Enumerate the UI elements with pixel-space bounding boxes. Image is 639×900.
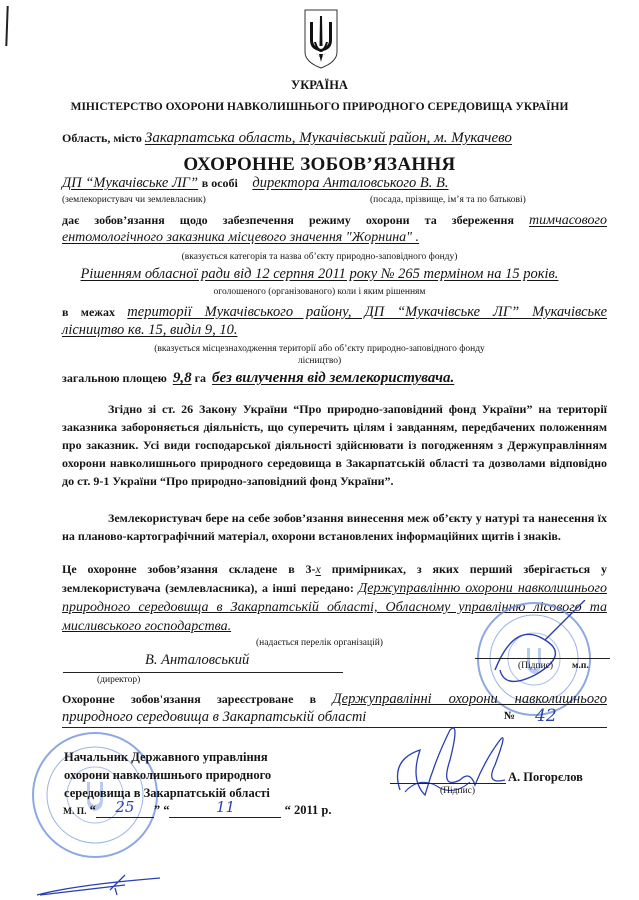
caption-bounds-1: (вказується місцезнаходження території або об’єкту природно-заповідного фонду: [154, 344, 485, 354]
chief-title-line-1: Начальник Державного управління: [64, 750, 268, 764]
scan-mark: [5, 6, 8, 46]
ministry-heading: МІНІСТЕРСТВО ОХОРОНИ НАВКОЛИШНЬОГО ПРИРОДНОГО СЕРЕДОВИЩА УКРАЇНИ: [70, 101, 569, 113]
paragraph-obligation-text: Землекористувач бере на себе зобов’язання винесення меж об’єкту у натурі та нанесення їх на планово-картографічний матеріал, охорони встановлених інформаційних щитів і знаків.: [62, 511, 607, 543]
bounds-label: в межах: [62, 305, 115, 319]
chief-name: А. Погорєлов: [508, 770, 583, 784]
chief-signature-line: [390, 783, 506, 784]
area-value: 9,8: [172, 370, 192, 386]
caption-director: (директор): [97, 675, 141, 685]
caption-chief-signature: (Підпис): [440, 786, 476, 796]
caption-land-user: (землекористувач чи землевласник): [62, 195, 206, 205]
registration-number-label: №: [504, 710, 516, 722]
date-month-value: 11: [215, 798, 236, 816]
caption-person: (посада, прізвище, ім’я та по батькові): [370, 195, 526, 205]
caption-signature: (Підпис): [518, 661, 554, 671]
registration-underline: [62, 727, 607, 728]
land-user-line: [62, 175, 602, 192]
decision-value: Рішенням обласної ради від 12 серпня 2011 року № 265 терміном на 15 років.: [80, 266, 559, 282]
caption-seal: м.п.: [572, 661, 589, 671]
registration-line-1: [62, 691, 607, 708]
area-note: без вилучення від землекористувача.: [212, 370, 455, 386]
region-line: [62, 130, 512, 147]
caption-bounds-2: лісництво): [297, 356, 342, 366]
caption-object: (вказується категорія та назва об’єкту природно-заповідного фонду): [181, 252, 458, 262]
caption-decision: оголошеного (організованого) коли і яким рішенням: [213, 287, 426, 297]
caption-organizations: (надається перелік організацій): [256, 638, 383, 648]
country-heading: УКРАЇНА: [291, 78, 348, 92]
land-user-value: ДП “Мукачівське ЛГ”: [62, 175, 199, 191]
copies-text-after: примірниках, з яких перший зберігається у землекористувача (землевласника), а інші передано:: [62, 562, 607, 595]
chief-title-line-2: охорони навколишнього природного: [64, 768, 272, 782]
object-label: дає зобов’язання щодо забезпечення режиму охорони та збереження: [62, 213, 514, 227]
paragraph-prohibition: [62, 400, 607, 490]
copies-suffix: х: [315, 562, 321, 576]
coat-of-arms-icon: [303, 8, 339, 70]
date-seal-label: М. П.: [63, 807, 87, 817]
object-value-2: ентомологічного заказника місцевого значення "Жорнина" .: [62, 230, 420, 245]
copies-recipients: Держуправлінню охорони навколишнього природного середовища в Закарпатській області, Обласному управлінню лісового та мисливського господарства.: [62, 581, 607, 634]
date-month-field: [169, 798, 281, 818]
bounds-value-1: території Мукачівського району, ДП “Мукачівське ЛГ” Мукачівське: [127, 304, 607, 320]
copies-text-before: Це охоронне зобов’язання складене в 3-: [62, 562, 316, 576]
area-label: загальною площею: [62, 371, 167, 385]
object-line-1: [62, 213, 607, 229]
paragraph-prohibition-text: Згідно зі ст. 26 Закону України “Про природно-заповідний фонд України” на території заказника забороняється діяльність, що суперечить цілям і завданням, передбачених положенням про заказник. Усі види господарської діяльності здійснювати із погодженням з Держуправлінням охорони навколишнього природного середовища в Закарпатській області та дозволами відповідно до ст. 9-1 України “Про природно-заповідний фонд України”.: [62, 402, 607, 488]
initials-scribble-icon: [35, 870, 165, 900]
registration-value-1: Держуправлінні охорони навколишнього: [332, 691, 607, 707]
chief-title-line-3: середовища в Закарпатській області: [64, 786, 270, 800]
date-day-field: [96, 798, 154, 818]
bounds-line-1: [62, 304, 607, 321]
bounds-value-2: лісництво кв. 15, виділ 9, 10.: [62, 322, 238, 338]
land-user-person: директора Анталовського В. В.: [252, 175, 449, 191]
chief-signature-icon: [380, 720, 520, 820]
director-seal-line: [475, 658, 610, 659]
document-title: ОХОРОННЕ ЗОБОВ’ЯЗАННЯ: [183, 154, 456, 175]
region-label: Область, місто: [62, 131, 142, 145]
date-line: М. П. “ 25 ” “ 11 “ 2011 р.: [63, 798, 332, 817]
registration-label: Охоронне зобов'язання зареєстроване в: [62, 692, 317, 706]
area-unit: га: [194, 371, 207, 385]
chief-title: [64, 748, 271, 802]
object-value-1: тимчасового: [529, 213, 607, 228]
registration-value-2: природного середовища в Закарпатській області: [62, 709, 367, 725]
area-line: [62, 370, 607, 387]
paragraph-obligation: [62, 509, 607, 545]
date-year: “ 2011 р.: [284, 803, 332, 817]
land-user-label: в особі: [201, 176, 238, 190]
date-day-value: 25: [115, 798, 135, 816]
director-name: В. Анталовський: [145, 652, 250, 668]
region-value: Закарпатська область, Мукачівський район, м. Мукачево: [144, 130, 512, 146]
registration-number-value: 42: [535, 706, 557, 726]
